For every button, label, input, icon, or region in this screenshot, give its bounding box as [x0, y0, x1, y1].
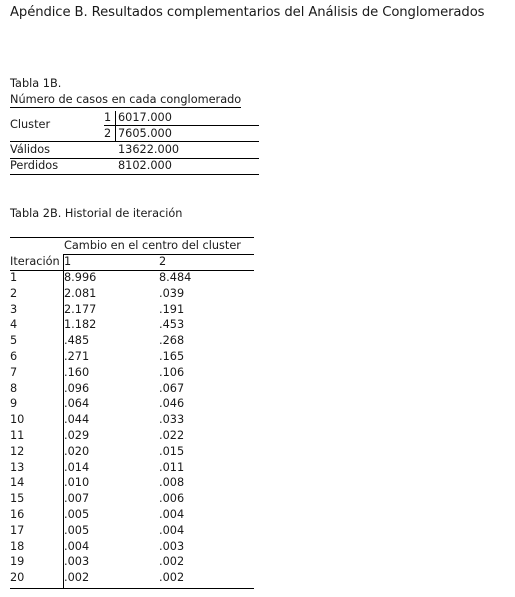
change-cluster-1-cell: .160: [64, 365, 90, 379]
iteration-cell: 11: [10, 428, 25, 442]
change-cluster-1-cell: .064: [64, 397, 90, 411]
column-divider: [115, 111, 116, 142]
valid-value: 13622.000: [118, 143, 180, 156]
change-cluster-1-cell: .010: [64, 476, 90, 490]
iteration-cell: 12: [10, 444, 25, 458]
change-cluster-2-cell: .453: [159, 318, 185, 332]
change-cluster-2-cell: .015: [159, 444, 185, 458]
iteration-cell: 18: [10, 539, 25, 553]
table-row: [10, 270, 254, 286]
change-cluster-2-cell: .039: [159, 286, 185, 300]
table-row: [10, 158, 259, 174]
change-cluster-2-cell: .002: [159, 555, 185, 569]
table-row: [10, 333, 254, 349]
iteration-cell: 14: [10, 476, 25, 490]
column-divider: [63, 254, 64, 588]
table-row: [10, 349, 254, 365]
table-row: [10, 444, 254, 460]
col-2-header: 2: [159, 255, 167, 268]
change-cluster-1-cell: .002: [64, 571, 90, 585]
table-body: [10, 270, 254, 586]
change-cluster-1-cell: .029: [64, 428, 90, 442]
change-cluster-2-cell: .022: [159, 428, 185, 442]
iteration-cell: 10: [10, 413, 25, 427]
change-cluster-1-cell: .044: [64, 413, 90, 427]
table-row: [10, 317, 254, 333]
iteration-cell: 7: [10, 365, 18, 379]
table-row: [10, 523, 254, 539]
table-row: [10, 286, 254, 302]
iteration-cell: 4: [10, 318, 18, 332]
table-row: [10, 460, 254, 476]
table-header: [10, 254, 254, 270]
change-cluster-1-cell: .271: [64, 349, 90, 363]
table-row: [10, 554, 254, 570]
table-row: [10, 142, 259, 158]
cluster-value: 7605.000: [118, 127, 172, 140]
table1-caption: Tabla 1B.: [10, 77, 62, 90]
cluster-key: 1: [104, 111, 112, 124]
change-cluster-2-cell: .004: [159, 507, 185, 521]
iteration-cell: 15: [10, 492, 25, 506]
cluster-value: 6017.000: [118, 111, 172, 124]
table-row: [10, 570, 254, 586]
change-cluster-1-cell: .004: [64, 539, 90, 553]
table-bottom-rule: [10, 588, 254, 589]
change-cluster-2-cell: .003: [159, 539, 185, 553]
table-row: [10, 381, 254, 397]
iteration-cell: 9: [10, 397, 18, 411]
iteration-cell: 19: [10, 555, 25, 569]
change-cluster-2-cell: .002: [159, 571, 185, 585]
change-cluster-2-cell: .165: [159, 349, 185, 363]
table-row: [10, 428, 254, 444]
iteration-cell: 17: [10, 523, 25, 537]
missing-label: Perdidos: [10, 159, 59, 172]
change-cluster-2-cell: .011: [159, 460, 185, 474]
change-cluster-2-cell: .046: [159, 397, 185, 411]
table1-subtitle: Número de casos en cada conglomerado: [10, 93, 242, 106]
change-cluster-1-cell: 2.177: [64, 302, 97, 316]
change-cluster-1-cell: 8.996: [64, 271, 97, 284]
change-cluster-2-cell: .033: [159, 413, 185, 427]
valid-label: Válidos: [10, 143, 51, 156]
page-title: Apéndice B. Resultados complementarios del Análisis de Conglomerados: [10, 5, 485, 20]
change-cluster-2-cell: .106: [159, 365, 185, 379]
change-cluster-1-cell: 1.182: [64, 318, 97, 332]
table-row: [10, 491, 254, 507]
change-cluster-2-cell: 8.484: [159, 271, 192, 284]
col-1-header: 1: [64, 255, 72, 268]
table-row: [10, 412, 254, 428]
table-row: [10, 396, 254, 412]
change-cluster-2-cell: .268: [159, 334, 185, 348]
table1: [10, 110, 259, 174]
table-row: [10, 302, 254, 318]
cluster-key: 2: [104, 127, 112, 140]
group-header: Cambio en el centro del cluster: [64, 239, 241, 252]
change-cluster-2-cell: .008: [159, 476, 185, 490]
change-cluster-1-cell: .007: [64, 492, 90, 506]
iteration-cell: 13: [10, 460, 25, 474]
iteration-cell: 6: [10, 349, 18, 363]
change-cluster-1-cell: .005: [64, 523, 90, 537]
table-header-group: [10, 237, 254, 254]
iteration-cell: 8: [10, 381, 18, 395]
divider: [10, 174, 259, 175]
table-row: [10, 126, 259, 142]
change-cluster-1-cell: .096: [64, 381, 90, 395]
table-row: [10, 507, 254, 523]
change-cluster-1-cell: .005: [64, 507, 90, 521]
iteration-cell: 16: [10, 507, 25, 521]
missing-value: 8102.000: [118, 159, 172, 172]
change-cluster-1-cell: .014: [64, 460, 90, 474]
table-row: [10, 365, 254, 381]
iteration-cell: 1: [10, 271, 18, 284]
iteration-cell: 20: [10, 571, 25, 585]
change-cluster-1-cell: .003: [64, 555, 90, 569]
table-row: [10, 539, 254, 555]
table-row: [10, 475, 254, 491]
change-cluster-2-cell: .191: [159, 302, 185, 316]
iteration-cell: 3: [10, 302, 18, 316]
change-cluster-2-cell: .067: [159, 381, 185, 395]
cluster-label: Cluster: [10, 118, 51, 131]
table2-caption: Tabla 2B. Historial de iteración: [10, 207, 183, 220]
change-cluster-1-cell: .485: [64, 334, 90, 348]
change-cluster-1-cell: 2.081: [64, 286, 97, 300]
change-cluster-2-cell: .004: [159, 523, 185, 537]
table2: [10, 237, 254, 586]
change-cluster-1-cell: .020: [64, 444, 90, 458]
change-cluster-2-cell: .006: [159, 492, 185, 506]
table-row: [10, 110, 259, 131]
col-iteration-header: Iteración: [10, 255, 60, 268]
iteration-cell: 2: [10, 286, 18, 300]
iteration-cell: 5: [10, 334, 18, 348]
